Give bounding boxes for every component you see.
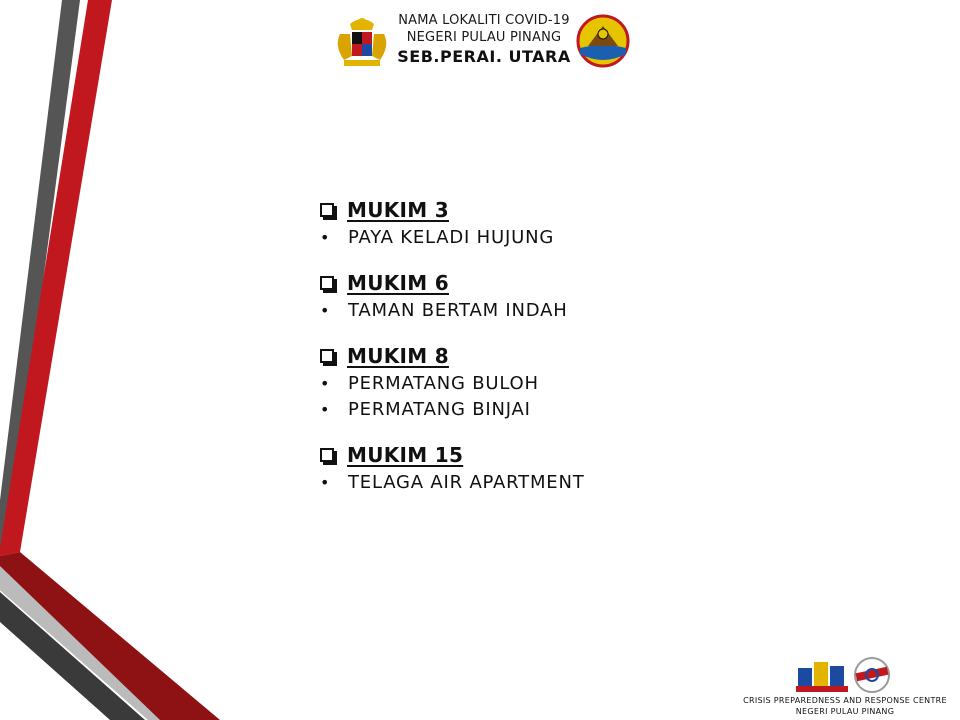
- header-title: NAMA LOKALITI COVID-19: [398, 13, 570, 28]
- mukim-section: [318, 441, 758, 495]
- mukim-section: [318, 196, 758, 250]
- locality-name: TELAGA AIR APARTMENT: [348, 471, 585, 493]
- footer-state: NEGERI PULAU PINANG: [795, 707, 895, 716]
- list-item: [318, 224, 758, 250]
- checkbox-icon: [320, 448, 334, 462]
- checkbox-icon: [320, 203, 334, 217]
- cprc-logo: [794, 654, 850, 694]
- bullet-icon: •: [320, 300, 330, 320]
- header-state: NEGERI PULAU PINANG: [406, 30, 562, 45]
- section-heading: [318, 342, 758, 370]
- bullet-icon: •: [320, 227, 330, 247]
- locality-name: PERMATANG BULOH: [348, 372, 539, 394]
- locality-name: PAYA KELADI HUJUNG: [348, 226, 555, 248]
- section-title: MUKIM 3: [347, 198, 449, 222]
- locality-list: [318, 196, 758, 514]
- mukim-section: [318, 269, 758, 323]
- mukim-section: [318, 342, 758, 422]
- header-district: SEB.PERAI. UTARA: [397, 47, 571, 66]
- list-item: [318, 469, 758, 495]
- gray-stripe: [0, 0, 80, 552]
- list-item: [318, 396, 758, 422]
- emergency-badge-logo: [850, 656, 894, 694]
- footer-org-name: CRISIS PREPAREDNESS AND RESPONSE CENTRE: [743, 696, 947, 705]
- bullet-icon: •: [320, 472, 330, 492]
- state-logo: [576, 14, 630, 68]
- list-item: [318, 370, 758, 396]
- locality-name: PERMATANG BINJAI: [348, 398, 531, 420]
- section-heading: [318, 269, 758, 297]
- list-item: [318, 297, 758, 323]
- checkbox-icon: [320, 349, 334, 363]
- header-text: [396, 12, 572, 68]
- bullet-icon: •: [320, 399, 330, 419]
- locality-name: TAMAN BERTAM INDAH: [348, 299, 568, 321]
- footer: [736, 654, 954, 718]
- header: [330, 12, 630, 72]
- section-heading: [318, 196, 758, 224]
- section-title: MUKIM 15: [347, 443, 464, 467]
- bullet-icon: •: [320, 373, 330, 393]
- checkbox-icon: [320, 276, 334, 290]
- section-heading: [318, 441, 758, 469]
- coat-of-arms-logo: [330, 16, 394, 72]
- section-title: MUKIM 8: [347, 344, 449, 368]
- section-title: MUKIM 6: [347, 271, 449, 295]
